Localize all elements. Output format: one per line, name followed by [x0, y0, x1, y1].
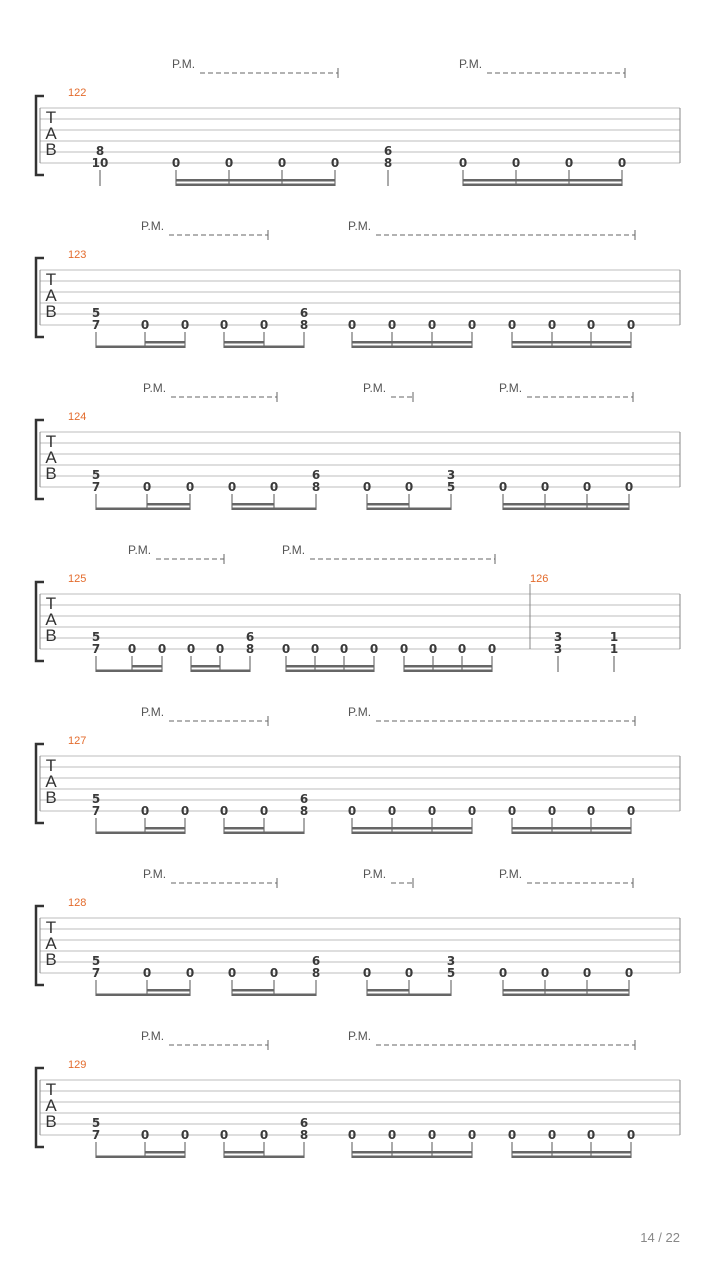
- beam: [367, 994, 451, 997]
- fret-number: 5: [91, 954, 101, 968]
- fret-number: 0: [219, 804, 229, 818]
- tab-clef-letter: T: [45, 1080, 57, 1099]
- beam: [367, 508, 451, 511]
- beam: [191, 665, 220, 668]
- fret-number: 0: [404, 480, 414, 494]
- fret-number: 8: [299, 1128, 309, 1142]
- fret-number: 1: [609, 642, 619, 656]
- beam: [367, 503, 409, 506]
- beam: [96, 346, 185, 349]
- fret-number: 0: [142, 480, 152, 494]
- fret-number: 0: [507, 1128, 517, 1142]
- tab-clef-letter: T: [45, 270, 57, 289]
- fret-number: 6: [299, 306, 309, 320]
- fret-number: 0: [427, 1128, 437, 1142]
- fret-number: 0: [215, 642, 225, 656]
- fret-number: 0: [498, 966, 508, 980]
- beam: [352, 1151, 472, 1154]
- fret-number: 10: [91, 156, 109, 170]
- beam: [512, 1151, 631, 1154]
- fret-number: 8: [311, 966, 321, 980]
- fret-number: 0: [140, 318, 150, 332]
- beam: [352, 827, 472, 830]
- fret-number: 0: [511, 156, 521, 170]
- tab-clef-letter: T: [45, 756, 57, 775]
- beam: [404, 665, 492, 668]
- beam: [96, 832, 185, 835]
- palm-mute-label: P.M.: [363, 867, 387, 881]
- fret-number: 0: [498, 480, 508, 494]
- measure-number: 124: [68, 411, 87, 423]
- fret-number: 0: [227, 966, 237, 980]
- tab-clef-letter: B: [45, 1112, 57, 1131]
- fret-number: 0: [399, 642, 409, 656]
- tab-clef-letter: B: [45, 626, 57, 645]
- beam: [224, 346, 304, 349]
- fret-number: 0: [347, 804, 357, 818]
- beam: [232, 508, 316, 511]
- palm-mute-label: P.M.: [282, 543, 306, 557]
- fret-number: 0: [547, 1128, 557, 1142]
- fret-number: 0: [624, 480, 634, 494]
- fret-number: 0: [564, 156, 574, 170]
- fret-number: 0: [427, 318, 437, 332]
- fret-number: 7: [91, 1128, 101, 1142]
- beam: [404, 670, 492, 673]
- fret-number: 0: [259, 804, 269, 818]
- palm-mute-label: P.M.: [141, 219, 165, 233]
- fret-number: 6: [311, 468, 321, 482]
- beam: [224, 1156, 304, 1159]
- measure-number: 129: [68, 1059, 87, 1071]
- fret-number: 0: [540, 480, 550, 494]
- fret-number: 6: [311, 954, 321, 968]
- beam: [367, 989, 409, 992]
- measure-number: 126: [530, 573, 549, 585]
- fret-number: 0: [387, 804, 397, 818]
- fret-number: 0: [269, 966, 279, 980]
- beam: [463, 179, 622, 182]
- fret-number: 0: [547, 804, 557, 818]
- palm-mute-label: P.M.: [499, 867, 523, 881]
- beam: [512, 827, 631, 830]
- fret-number: 0: [487, 642, 497, 656]
- fret-number: 0: [127, 642, 137, 656]
- fret-number: 3: [553, 630, 563, 644]
- fret-number: 0: [457, 642, 467, 656]
- fret-number: 6: [245, 630, 255, 644]
- fret-number: 5: [446, 480, 456, 494]
- fret-number: 0: [171, 156, 181, 170]
- fret-number: 0: [427, 804, 437, 818]
- beam: [232, 989, 274, 992]
- fret-number: 0: [310, 642, 320, 656]
- fret-number: 0: [259, 1128, 269, 1142]
- beam: [176, 184, 335, 187]
- palm-mute-label: P.M.: [141, 705, 165, 719]
- fret-number: 0: [362, 966, 372, 980]
- beam: [512, 1156, 631, 1159]
- tab-clef-letter: A: [45, 1096, 57, 1115]
- fret-number: 0: [157, 642, 167, 656]
- palm-mute-label: P.M.: [143, 867, 167, 881]
- palm-mute-label: P.M.: [348, 1029, 372, 1043]
- beam: [286, 670, 374, 673]
- fret-number: 0: [586, 1128, 596, 1142]
- fret-number: 0: [185, 480, 195, 494]
- measure-number: 125: [68, 573, 87, 585]
- tab-clef-letter: A: [45, 124, 57, 143]
- tab-clef-letter: T: [45, 432, 57, 451]
- beam: [512, 346, 631, 349]
- fret-number: 0: [140, 804, 150, 818]
- fret-number: 5: [446, 966, 456, 980]
- fret-number: 0: [281, 642, 291, 656]
- fret-number: 8: [95, 144, 105, 158]
- beam: [224, 1151, 264, 1154]
- fret-number: 0: [219, 1128, 229, 1142]
- fret-number: 7: [91, 480, 101, 494]
- tab-clef-letter: B: [45, 788, 57, 807]
- palm-mute-label: P.M.: [499, 381, 523, 395]
- beam: [352, 832, 472, 835]
- tab-clef-letter: A: [45, 610, 57, 629]
- fret-number: 0: [330, 156, 340, 170]
- tab-clef-letter: A: [45, 286, 57, 305]
- fret-number: 0: [540, 966, 550, 980]
- beam: [286, 665, 374, 668]
- tab-clef-letter: T: [45, 594, 57, 613]
- measure-number: 128: [68, 897, 87, 909]
- palm-mute-label: P.M.: [128, 543, 152, 557]
- fret-number: 0: [180, 804, 190, 818]
- fret-number: 0: [507, 804, 517, 818]
- beam: [232, 994, 316, 997]
- fret-number: 7: [91, 318, 101, 332]
- page-number: 14 / 22: [640, 1230, 680, 1245]
- fret-number: 0: [547, 318, 557, 332]
- palm-mute-label: P.M.: [363, 381, 387, 395]
- beam: [512, 832, 631, 835]
- beam: [352, 1156, 472, 1159]
- fret-number: 8: [245, 642, 255, 656]
- fret-number: 0: [339, 642, 349, 656]
- fret-number: 3: [553, 642, 563, 656]
- fret-number: 3: [446, 954, 456, 968]
- beam: [145, 827, 185, 830]
- fret-number: 5: [91, 792, 101, 806]
- fret-number: 1: [609, 630, 619, 644]
- fret-number: 0: [186, 642, 196, 656]
- palm-mute-label: P.M.: [459, 57, 483, 71]
- fret-number: 0: [180, 1128, 190, 1142]
- tab-clef-letter: T: [45, 108, 57, 127]
- fret-number: 0: [626, 1128, 636, 1142]
- fret-number: 0: [507, 318, 517, 332]
- tab-clef-letter: T: [45, 918, 57, 937]
- fret-number: 7: [91, 966, 101, 980]
- tab-clef-letter: A: [45, 772, 57, 791]
- beam: [145, 1151, 185, 1154]
- beam: [96, 994, 190, 997]
- beam: [224, 827, 264, 830]
- fret-number: 0: [362, 480, 372, 494]
- fret-number: 3: [446, 468, 456, 482]
- fret-number: 0: [369, 642, 379, 656]
- fret-number: 0: [180, 318, 190, 332]
- beam: [463, 184, 622, 187]
- fret-number: 0: [404, 966, 414, 980]
- tab-clef-letter: B: [45, 140, 57, 159]
- fret-number: 0: [467, 1128, 477, 1142]
- beam: [512, 341, 631, 344]
- beam: [147, 503, 190, 506]
- tab-clef-letter: B: [45, 950, 57, 969]
- fret-number: 0: [387, 1128, 397, 1142]
- fret-number: 0: [224, 156, 234, 170]
- fret-number: 0: [428, 642, 438, 656]
- palm-mute-label: P.M.: [172, 57, 196, 71]
- beam: [96, 508, 190, 511]
- fret-number: 0: [259, 318, 269, 332]
- fret-number: 5: [91, 1116, 101, 1130]
- fret-number: 5: [91, 468, 101, 482]
- fret-number: 0: [467, 318, 477, 332]
- fret-number: 5: [91, 630, 101, 644]
- fret-number: 8: [383, 156, 393, 170]
- palm-mute-label: P.M.: [143, 381, 167, 395]
- fret-number: 0: [277, 156, 287, 170]
- fret-number: 6: [383, 144, 393, 158]
- fret-number: 0: [269, 480, 279, 494]
- fret-number: 0: [582, 480, 592, 494]
- beam: [503, 508, 629, 511]
- beam: [132, 665, 162, 668]
- fret-number: 6: [299, 792, 309, 806]
- beam: [503, 503, 629, 506]
- fret-number: 0: [347, 318, 357, 332]
- fret-number: 8: [299, 804, 309, 818]
- fret-number: 0: [458, 156, 468, 170]
- fret-number: 0: [185, 966, 195, 980]
- beam: [96, 670, 162, 673]
- beam: [224, 341, 264, 344]
- fret-number: 6: [299, 1116, 309, 1130]
- beam: [224, 832, 304, 835]
- fret-number: 0: [582, 966, 592, 980]
- fret-number: 0: [387, 318, 397, 332]
- beam: [503, 989, 629, 992]
- beam: [191, 670, 250, 673]
- fret-number: 0: [626, 318, 636, 332]
- fret-number: 0: [624, 966, 634, 980]
- fret-number: 0: [467, 804, 477, 818]
- palm-mute-label: P.M.: [348, 705, 372, 719]
- fret-number: 8: [299, 318, 309, 332]
- fret-number: 8: [311, 480, 321, 494]
- tab-clef-letter: B: [45, 302, 57, 321]
- beam: [503, 994, 629, 997]
- beam: [96, 1156, 185, 1159]
- fret-number: 0: [219, 318, 229, 332]
- fret-number: 0: [140, 1128, 150, 1142]
- beam: [145, 341, 185, 344]
- tab-clef-letter: B: [45, 464, 57, 483]
- fret-number: 5: [91, 306, 101, 320]
- palm-mute-label: P.M.: [141, 1029, 165, 1043]
- measure-number: 122: [68, 87, 87, 99]
- tab-clef-letter: A: [45, 934, 57, 953]
- beam: [232, 503, 274, 506]
- beam: [176, 179, 335, 182]
- beam: [352, 341, 472, 344]
- fret-number: 0: [227, 480, 237, 494]
- fret-number: 7: [91, 642, 101, 656]
- fret-number: 0: [347, 1128, 357, 1142]
- fret-number: 0: [626, 804, 636, 818]
- fret-number: 0: [617, 156, 627, 170]
- beam: [147, 989, 190, 992]
- palm-mute-label: P.M.: [348, 219, 372, 233]
- beam: [352, 346, 472, 349]
- tab-clef-letter: A: [45, 448, 57, 467]
- fret-number: 0: [142, 966, 152, 980]
- fret-number: 0: [586, 804, 596, 818]
- measure-number: 123: [68, 249, 87, 261]
- fret-number: 0: [586, 318, 596, 332]
- fret-number: 7: [91, 804, 101, 818]
- measure-number: 127: [68, 735, 87, 747]
